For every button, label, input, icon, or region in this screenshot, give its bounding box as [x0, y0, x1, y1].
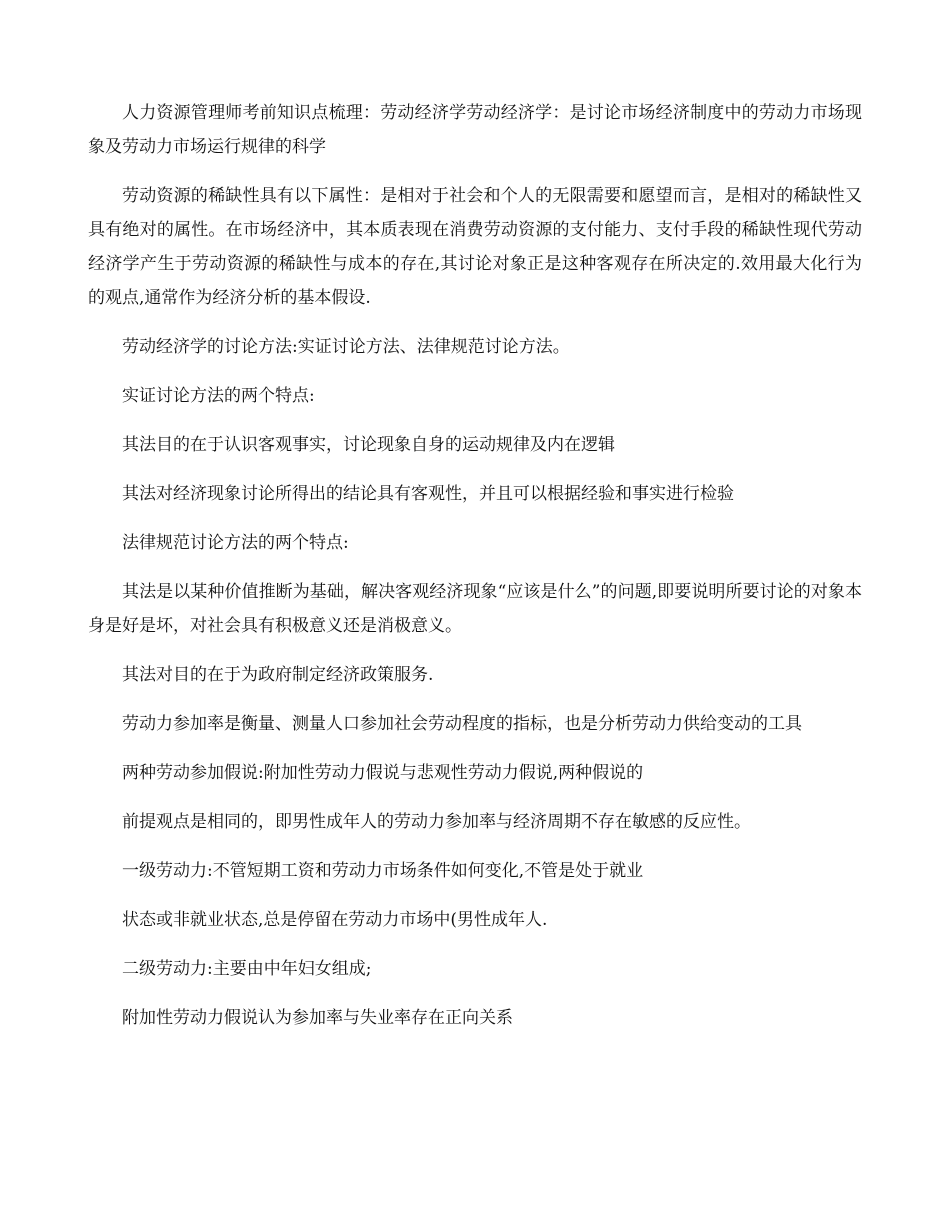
paragraph-normative-features-heading: 法律规范讨论方法的两个特点: [122, 533, 349, 553]
paragraph-positive-features-heading: 实证讨论方法的两个特点: [122, 386, 315, 406]
paragraph-scarcity: 劳动资源的稀缺性具有以下属性：是相对于社会和个人的无限需要和愿望而言，是相对的稀缺性又具有绝对的属性。在市场经济中，其本质表现在消费劳动资源的支付能力、支付手段的稀缺性现代劳动经济学产生于劳动资源的稀缺性与成本的存在,其讨论对象正是这种客观存在所决定的.效用最大化行为的观点,通常作为经济分析的基本假设. [88, 186, 862, 308]
paragraph-primary-labor-cont: 状态或非就业状态,总是停留在劳动力市场中(男性成年人. [122, 910, 548, 930]
paragraph-two-hypotheses: 两种劳动参加假说:附加性劳动力假说与悲观性劳动力假说,两种假说的 [122, 763, 644, 783]
paragraph-normative-feature-2: 其法对目的在于为政府制定经济政策服务. [122, 665, 434, 685]
paragraph-secondary-labor: 二级劳动力:主要由中年妇女组成; [122, 959, 372, 979]
paragraph-hypotheses-premise: 前提观点是相同的，即男性成年人的劳动力参加率与经济周期不存在敏感的反应性。 [122, 812, 751, 832]
paragraph-title: 人力资源管理师考前知识点梳理：劳动经济学劳动经济学：是讨论市场经济制度中的劳动力市场现象及劳动力市场运行规律的科学 [88, 103, 862, 157]
paragraph-normative-feature-1: 其法是以某种价值推断为基础，解决客观经济现象“应该是什么”的问题,即要说明所要讨论的对象本身是好是坏，对社会具有积极意义还是消极意义。 [88, 582, 862, 636]
paragraph-positive-feature-2: 其法对经济现象讨论所得出的结论具有客观性，并且可以根据经验和事实进行检验 [122, 484, 734, 504]
paragraph-additional-hypothesis: 附加性劳动力假说认为参加率与失业率存在正向关系 [122, 1008, 513, 1028]
paragraph-methods: 劳动经济学的讨论方法:实证讨论方法、法律规范讨论方法。 [122, 337, 570, 357]
paragraph-positive-feature-1: 其法目的在于认识客观事实，讨论现象自身的运动规律及内在逻辑 [122, 435, 615, 455]
paragraph-participation-rate: 劳动力参加率是衡量、测量人口参加社会劳动程度的指标，也是分析劳动力供给变动的工具 [122, 714, 802, 734]
paragraph-primary-labor: 一级劳动力:不管短期工资和劳动力市场条件如何变化,不管是处于就业 [122, 861, 644, 881]
